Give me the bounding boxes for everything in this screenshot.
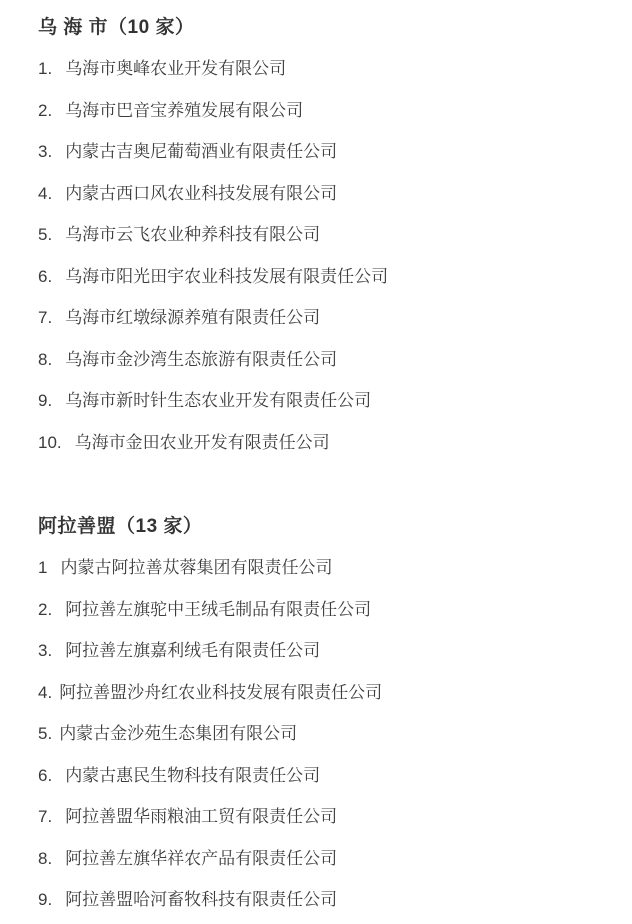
company-name: 乌海市巴音宝养殖发展有限公司 [65, 100, 304, 120]
list-item [38, 268, 612, 287]
company-name: 乌海市金沙湾生态旅游有限责任公司 [65, 349, 338, 369]
company-name: 内蒙古阿拉善苁蓉集团有限责任公司 [60, 558, 333, 577]
company-name: 乌海市云飞农业种养科技有限公司 [65, 225, 321, 244]
list-item [38, 102, 612, 121]
section-heading: 乌 海 市（10 家） [38, 17, 195, 38]
company-name: 乌海市金田农业开发有限责任公司 [74, 432, 330, 452]
company-name: 阿拉善盟哈河畜牧科技有限责任公司 [65, 890, 338, 909]
list-item [38, 309, 612, 328]
item-number: 6. [38, 266, 53, 286]
company-name: 乌海市新时针生态农业开发有限责任公司 [65, 391, 372, 410]
list-item [38, 684, 612, 703]
company-name: 阿拉善盟沙舟红农业科技发展有限责任公司 [59, 682, 383, 702]
item-number: 7. [38, 308, 53, 327]
list-item [38, 60, 612, 79]
company-section [38, 18, 612, 452]
item-number: 4. [38, 183, 53, 203]
section-heading: 阿拉善盟（13 家） [38, 516, 203, 537]
item-number: 9. [38, 890, 53, 909]
company-name: 乌海市阳光田宇农业科技发展有限责任公司 [65, 266, 389, 286]
company-name: 乌海市红墩绿源养殖有限责任公司 [65, 308, 321, 327]
item-number: 6. [38, 765, 53, 785]
list-item [38, 559, 612, 578]
company-section [38, 475, 612, 910]
item-number: 7. [38, 807, 53, 826]
company-name: 阿拉善左旗华祥农产品有限责任公司 [65, 848, 338, 868]
item-number: 2. [38, 599, 53, 619]
list-item [38, 850, 612, 869]
list-item [38, 767, 612, 786]
item-number: 4. [38, 682, 53, 702]
company-name: 阿拉善盟华雨粮油工贸有限责任公司 [65, 807, 338, 826]
item-number: 10. [38, 432, 62, 452]
company-name: 阿拉善左旗驼中王绒毛制品有限责任公司 [65, 599, 372, 619]
company-name: 内蒙古金沙苑生态集团有限公司 [59, 724, 298, 743]
list-item [38, 226, 612, 245]
item-number: 9. [38, 391, 53, 410]
list-item [38, 185, 612, 204]
item-number: 5. [38, 225, 53, 244]
item-number: 3. [38, 641, 53, 660]
company-name: 内蒙古吉奥尼葡萄酒业有限责任公司 [65, 142, 338, 161]
company-name: 内蒙古西口风农业科技发展有限公司 [65, 183, 338, 203]
company-name: 内蒙古惠民生物科技有限责任公司 [65, 765, 321, 785]
item-number: 8. [38, 848, 53, 868]
list-item [38, 434, 612, 453]
list-item [38, 891, 612, 910]
item-number: 1 [38, 558, 48, 577]
item-number: 5. [38, 724, 53, 743]
list-item [38, 642, 612, 661]
company-name: 乌海市奥峰农业开发有限公司 [65, 59, 287, 78]
item-number: 3. [38, 142, 53, 161]
list-item [38, 351, 612, 370]
list-item [38, 601, 612, 620]
list-item [38, 143, 612, 162]
list-item [38, 725, 612, 744]
company-name: 阿拉善左旗嘉利绒毛有限责任公司 [65, 641, 321, 660]
list-item [38, 392, 612, 411]
item-number: 1. [38, 59, 53, 78]
list-item [38, 808, 612, 827]
item-number: 2. [38, 100, 53, 120]
item-number: 8. [38, 349, 53, 369]
